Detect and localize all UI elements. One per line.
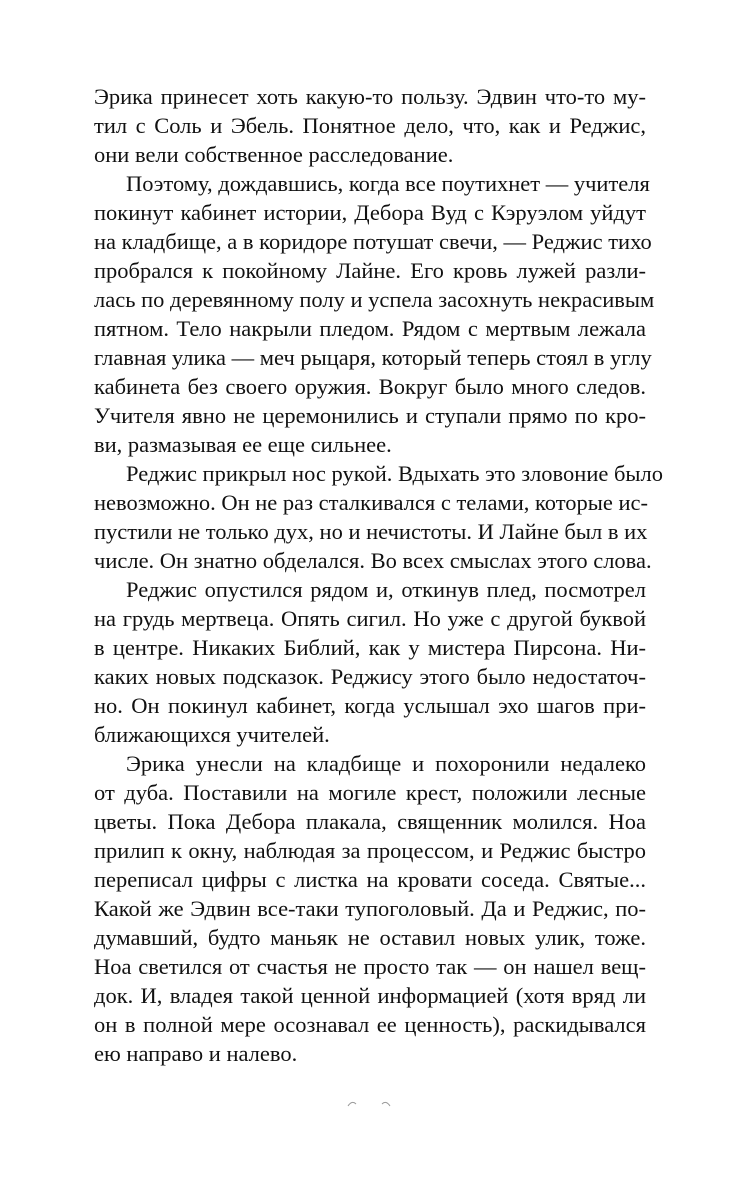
text-line: на грудь мертвеца. Опять сигил. Но уже с другой буквой xyxy=(94,606,646,631)
text-line: Эрика принесет хоть какую-то пользу. Эдвин что-то му- xyxy=(94,84,646,109)
text-line: невозможно. Он не раз сталкивался с телами, которые ис- xyxy=(94,490,649,515)
text-line: тил с Соль и Эбель. Понятное дело, что, как и Реджис, xyxy=(94,113,646,138)
text-line: Поэтому, дождавшись, когда все поутихнет — учителя xyxy=(126,171,650,196)
text-line: Эрика унесли на кладбище и похоронили недалеко xyxy=(126,751,646,776)
text-line: прилип к окну, наблюдая за процессом, и Реджис быстро xyxy=(94,838,646,863)
text-line: цветы. Пока Дебора плакала, священник молился. Ноа xyxy=(94,809,646,834)
text-line: ви, размазывая ее еще сильнее. xyxy=(94,432,392,457)
text-line: пятном. Тело накрыли пледом. Рядом с мертвым лежала xyxy=(94,316,646,341)
text-line: думавший, будто маньяк не оставил новых улик, тоже. xyxy=(94,925,646,950)
text-line: главная улика — меч рыцаря, который теперь стоял в углу xyxy=(94,345,652,370)
text-line: Какой же Эдвин все-таки тупоголовый. Да и Реджис, по- xyxy=(94,896,646,921)
text-line: Реджис прикрыл нос рукой. Вдыхать это зловоние было xyxy=(126,461,664,486)
text-line: пробрался к покойному Лайне. Его кровь лужей разли- xyxy=(94,258,646,283)
book-page-text xyxy=(94,82,664,1068)
text-line: ею направо и налево. xyxy=(94,1041,298,1066)
text-line: ближающихся учителей. xyxy=(94,722,330,747)
text-line: пустили не только дух, но и нечистоты. И Лайне был в их xyxy=(94,519,648,544)
text-line: он в полной мере осознавал ее ценность), раскидывался xyxy=(94,1012,646,1037)
text-line: Реджис опустился рядом и, откинув плед, посмотрел xyxy=(126,577,646,602)
text-line: лась по деревянному полу и успела засохнуть некрасивым xyxy=(94,287,655,312)
page-ornament-icon xyxy=(346,1098,392,1108)
text-line: покинут кабинет истории, Дебора Вуд с Кэруэлом уйдут xyxy=(94,200,646,225)
text-line: Учителя явно не церемонились и ступали прямо по кро- xyxy=(94,403,646,428)
text-line: док. И, владея такой ценной информацией (хотя вряд ли xyxy=(94,983,646,1008)
text-line: на кладбище, а в коридоре потушат свечи, — Реджис тихо xyxy=(94,229,652,254)
text-line: Ноа светился от счастья не просто так — он нашел вещ- xyxy=(94,954,646,979)
text-line: но. Он покинул кабинет, когда услышал эхо шагов при- xyxy=(94,693,646,718)
text-line: кабинета без своего оружия. Вокруг было много следов. xyxy=(94,374,646,399)
text-line: числе. Он знатно обделался. Во всех смыслах этого слова. xyxy=(94,548,652,573)
text-line: они вели собственное расследование. xyxy=(94,142,454,167)
text-line: каких новых подсказок. Реджису этого было недостаточ- xyxy=(94,664,646,689)
text-line: от дуба. Поставили на могиле крест, положили лесные xyxy=(94,780,646,805)
text-line: в центре. Никаких Библий, как у мистера Пирсона. Ни- xyxy=(94,635,646,660)
text-line: переписал цифры с листка на кровати соседа. Святые... xyxy=(94,867,646,892)
